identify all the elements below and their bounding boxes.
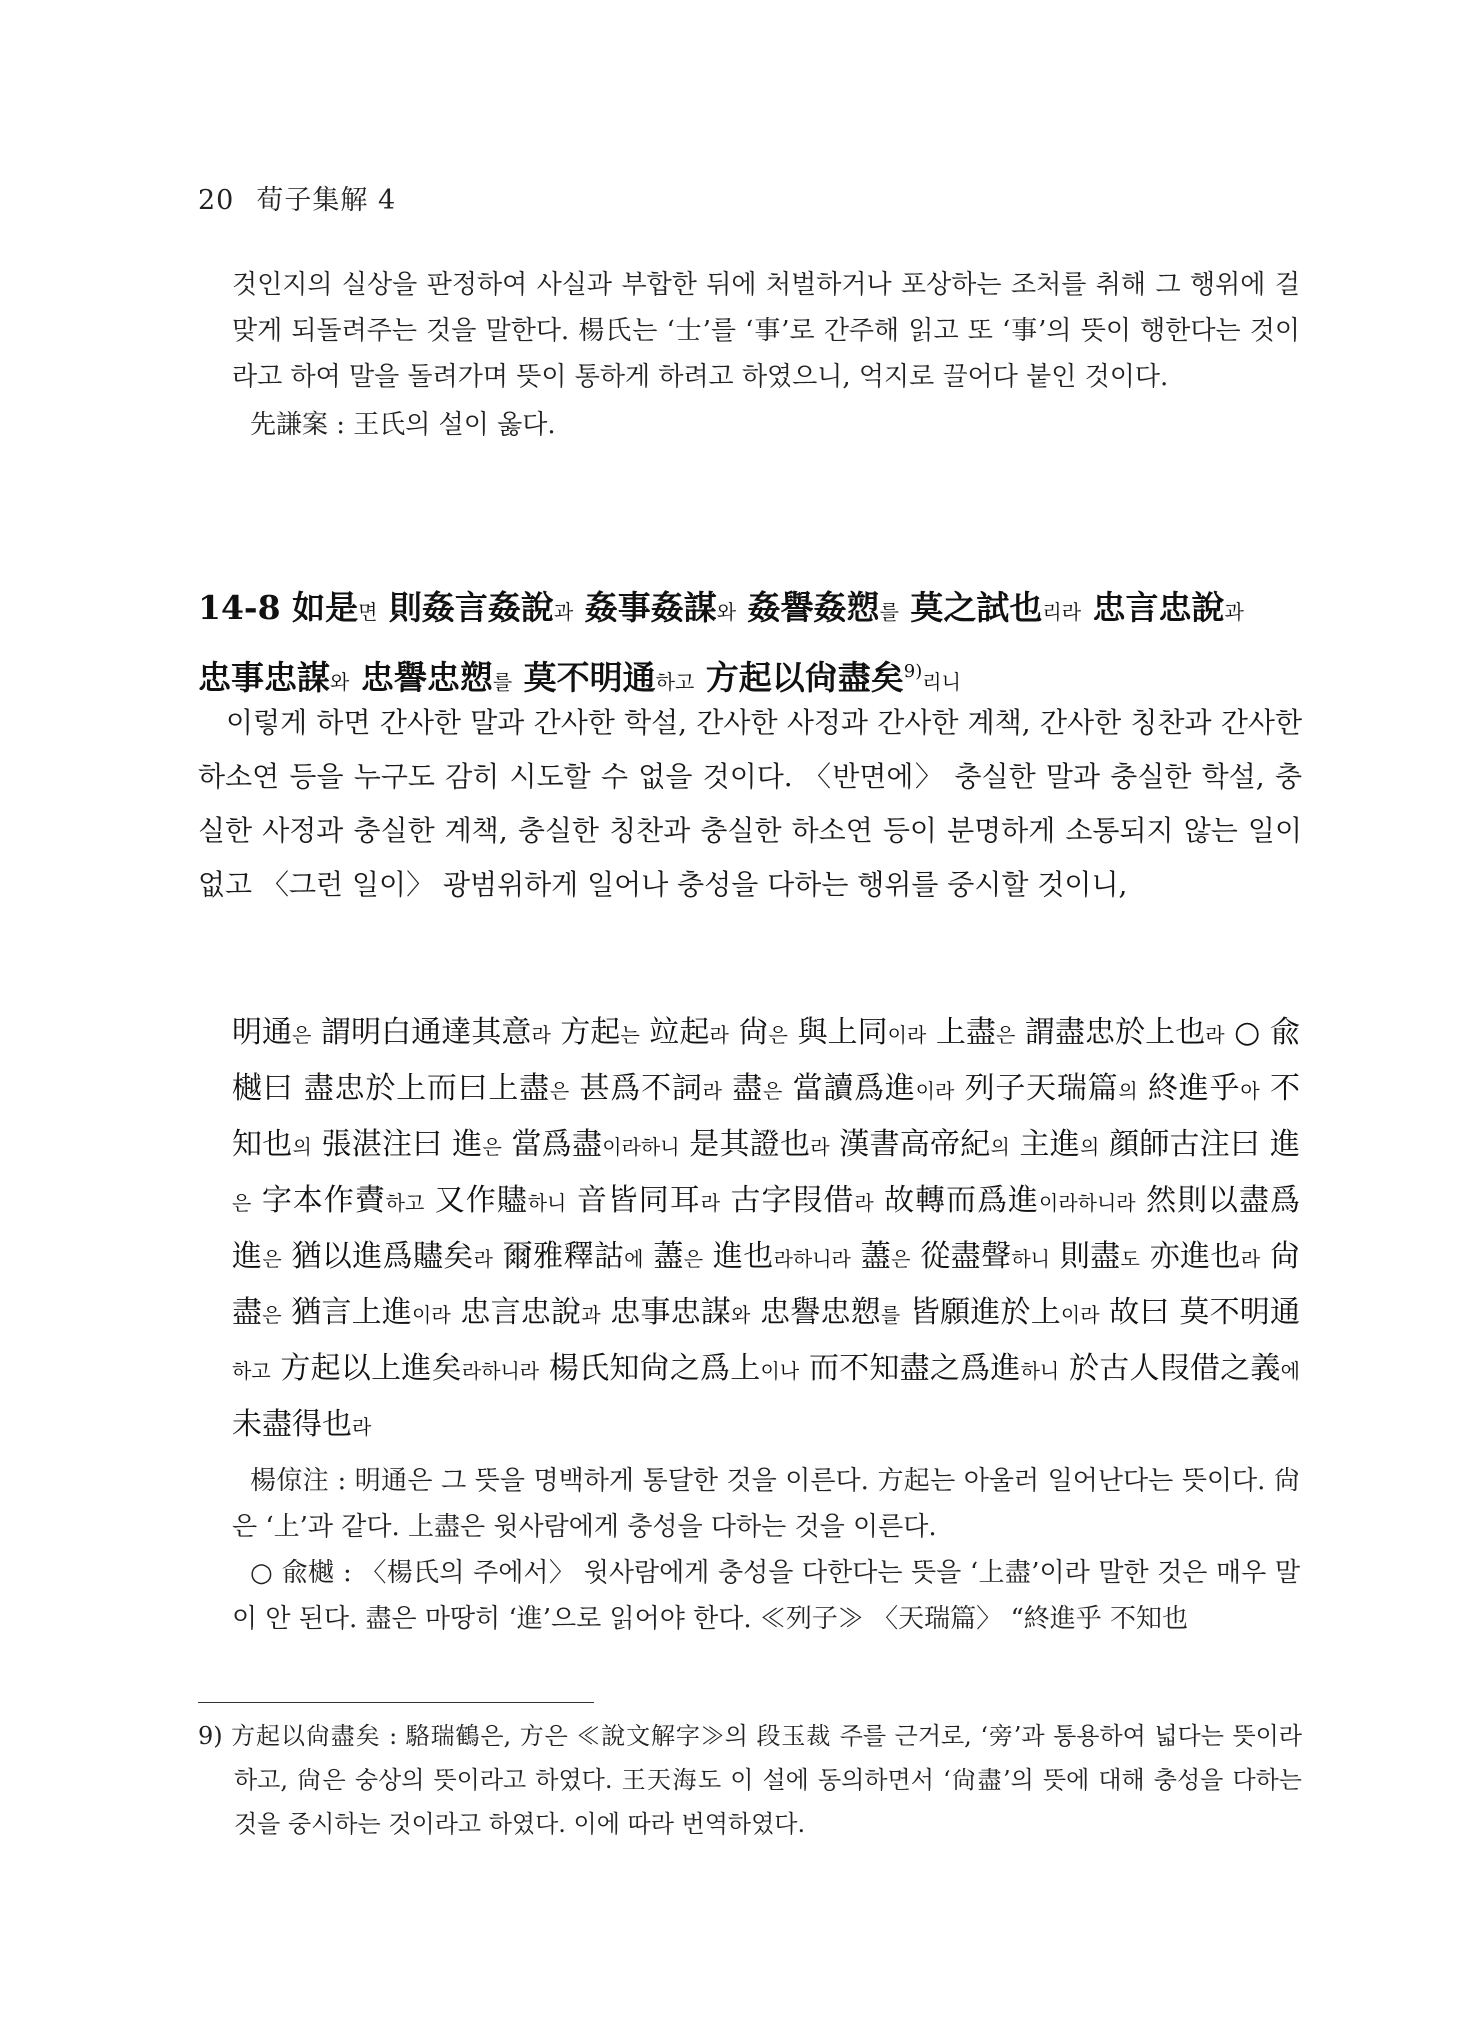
korean-particle: 는 — [620, 1023, 640, 1047]
hanja-phrase: 藎 — [643, 1239, 684, 1274]
hanja-phrase: 音皆同耳 — [566, 1183, 701, 1218]
korean-particle: 와 — [716, 600, 737, 624]
hanja-phrase: 與上同 — [787, 1015, 888, 1050]
hanja-phrase: 不知也 — [232, 1071, 1300, 1162]
korean-particle: 은 — [995, 1023, 1016, 1047]
korean-particle: 와 — [330, 670, 350, 694]
hanja-phrase: 忠譽忠愬 — [750, 1295, 881, 1330]
hanja-phrase: 漢書高帝紀 — [829, 1127, 991, 1162]
hanja-phrase: 是其證也 — [679, 1127, 811, 1162]
korean-particle: 이라 — [412, 1303, 451, 1327]
korean-particle: 은 — [482, 1135, 502, 1159]
korean-particle: 하고 — [655, 670, 695, 694]
hanja-phrase: 忠言忠說 — [1081, 588, 1225, 627]
korean-particle: 라 — [1205, 1023, 1225, 1047]
korean-particle: 하니 — [527, 1191, 567, 1215]
hanja-phrase: 字本作賮 — [251, 1183, 386, 1218]
hanja-phrase: 忠事忠謀 — [198, 658, 330, 697]
hanja-phrase: 終進乎 — [1137, 1071, 1241, 1106]
hanja-phrase: 忠言忠說 — [450, 1295, 582, 1330]
korean-particle: 이라 — [887, 1023, 927, 1047]
hanja-phrase: ○ 兪樾曰 盡忠於上而曰上盡 — [232, 1015, 1300, 1106]
korean-particle: 라 — [700, 1191, 721, 1215]
korean-particle: 라 — [531, 1023, 551, 1047]
korean-particle: 를 — [880, 1303, 901, 1327]
korean-particle: 의 — [990, 1135, 1010, 1159]
footnote-rule — [198, 1702, 594, 1703]
hanja-phrase: 列子天瑞篇 — [954, 1071, 1119, 1106]
korean-particle: 아 — [1240, 1079, 1260, 1103]
hanja-phrase: 謂明白通達其意 — [311, 1015, 532, 1050]
korean-particle: 은 — [262, 1247, 282, 1271]
gloss-paragraph: 것인지의 실상을 판정하여 사실과 부합한 뒤에 처벌하거나 포상하는 조처를 취해 그 행위에 걸맞게 되돌려주는 것을 말한다. 楊氏는 ‘士’를 ‘事’로 간주해 읽고 또 ‘事’의 뜻이 행한다는 것이라고 하여 말을 돌려가며 뜻이 통하게 하려고 하였으니, 억지로 끌어다 붙인 것이다. — [232, 270, 1300, 392]
hanja-phrase: 當爲盡 — [501, 1127, 603, 1162]
korean-particle: 라 — [473, 1247, 493, 1271]
hanja-phrase: 莫之試也 — [898, 588, 1043, 627]
korean-particle: 은 — [232, 1191, 252, 1215]
page-number: 20 — [198, 185, 235, 216]
hanja-phrase: 藎 — [850, 1239, 892, 1274]
korean-particle: 에 — [624, 1247, 644, 1271]
hanja-phrase: 姦事姦謀 — [573, 588, 717, 627]
korean-particle: 은 — [891, 1247, 911, 1271]
hanja-phrase: 尙盡 — [232, 1239, 1300, 1330]
hanja-phrase: 而不知盡之爲進 — [799, 1351, 1021, 1386]
footnote-ref: 9) — [903, 661, 923, 682]
korean-particle: 과 — [1224, 600, 1244, 624]
korean-particle: 하니 — [1020, 1359, 1060, 1383]
korean-particle: 라 — [709, 1023, 729, 1047]
notes-block — [232, 1458, 1300, 1642]
hanja-phrase: 忠事忠謀 — [600, 1295, 732, 1330]
hanja-phrase: 故曰 莫不明通 — [1099, 1295, 1300, 1330]
korean-particle: 에 — [1280, 1359, 1300, 1383]
korean-particle: 이나 — [760, 1359, 800, 1383]
korean-particle: 라하니라 — [461, 1359, 540, 1383]
hanja-phrase: 姦譽姦愬 — [736, 588, 880, 627]
korean-particle: 은 — [762, 1079, 783, 1103]
hanja-phrase: 14-8 如是 — [198, 588, 359, 627]
hanja-phrase: 上盡 — [926, 1015, 996, 1050]
hanja-phrase: 明通 — [232, 1015, 293, 1050]
korean-particle: 의 — [292, 1135, 312, 1159]
hanja-phrase: 莫不明通 — [512, 658, 656, 697]
hanja-phrase: 然則以盡爲進 — [232, 1183, 1300, 1274]
korean-particle: 은 — [683, 1247, 704, 1271]
korean-particle: 라하니라 — [773, 1247, 851, 1271]
hanja-phrase: 忠譽忠愬 — [349, 658, 493, 697]
hanja-phrase: 方起以上進矣 — [270, 1351, 462, 1386]
korean-particle: 이라하니 — [602, 1135, 680, 1159]
hanja-phrase: 爾雅釋詁 — [492, 1239, 625, 1274]
hanja-phrase: 方起以尙盡矣 — [694, 658, 904, 697]
hanja-phrase: 又作贐 — [424, 1183, 528, 1218]
hanja-phrase: 盡 — [721, 1071, 763, 1106]
hanja-phrase: 張湛注曰 進 — [311, 1127, 483, 1162]
korean-particle: 과 — [553, 600, 574, 624]
book-title: 荀子集解 4 — [256, 185, 397, 216]
yang-note: 楊倞注 : 明通은 그 뜻을 명백하게 통달한 것을 이른다. 方起는 아울러 일어난다는 뜻이다. 尙은 ‘上’과 같다. 上盡은 윗사람에게 충성을 다하는 것을 이른다. — [232, 1466, 1300, 1542]
footnote-9: 9) 方起以尙盡矣 : 駱瑞鶴은, 方은 ≪說文解字≫의 段玉裁 주를 근거로, ‘旁’과 통용하여 넓다는 뜻이라 하고, 尙은 숭상의 뜻이라고 하였다. 王天海도 이 설에 동의하면서 ‘尙盡’의 뜻에 대해 충성을 다하는 것을 중시하는 것이라고 하였다. 이에 따라 번역하였다. — [198, 1722, 1302, 1838]
hanja-phrase: 未盡得也 — [232, 1407, 352, 1442]
section-heading-line-1 — [198, 578, 1302, 642]
korean-particle: 하고 — [232, 1359, 271, 1383]
hanja-phrase: 方起 — [550, 1015, 621, 1050]
hanja-phrase: 顔師古注曰 進 — [1099, 1127, 1300, 1162]
hanja-phrase: 故轉而爲進 — [873, 1183, 1039, 1218]
running-header — [198, 178, 396, 217]
korean-particle: 리라 — [1042, 600, 1082, 624]
korean-particle: 은 — [768, 1023, 788, 1047]
hanja-phrase: 謂盡忠於上也 — [1015, 1015, 1206, 1050]
hanja-phrase: 則盡 — [1049, 1239, 1121, 1274]
korean-particle: 과 — [581, 1303, 601, 1327]
korean-particle: 이라 — [1060, 1303, 1100, 1327]
korean-particle: 의 — [1080, 1135, 1100, 1159]
korean-particle: 를 — [879, 600, 899, 624]
korean-particle: 라 — [352, 1415, 372, 1439]
korean-particle: 하니 — [1011, 1247, 1050, 1271]
korean-particle: 이라 — [915, 1079, 955, 1103]
korean-particle: 라 — [702, 1079, 722, 1103]
hanja-phrase: 皆願進於上 — [900, 1295, 1061, 1330]
korean-particle: 라 — [1240, 1247, 1261, 1271]
korean-particle: 의 — [1118, 1079, 1138, 1103]
yu-note: ○ 兪樾 : 〈楊氏의 주에서〉 윗사람에게 충성을 다한다는 뜻을 ‘上盡’이라 말한 것은 매우 말이 안 된다. 盡은 마땅히 ‘進’으로 읽어야 한다. ≪列子≫ 〈天瑞篇〉 “終進乎 不知也 — [232, 1558, 1300, 1634]
hanja-phrase: 當讀爲進 — [782, 1071, 916, 1106]
korean-particle: 은 — [292, 1023, 312, 1047]
gloss-block — [232, 262, 1300, 448]
hanja-phrase: 於古人叚借之義 — [1059, 1351, 1281, 1386]
korean-particle: 리니 — [922, 670, 961, 694]
hanja-phrase: 進也 — [703, 1239, 774, 1274]
hanja-phrase: 亦進也 — [1139, 1239, 1241, 1274]
hanja-phrase: 從盡聲 — [910, 1239, 1012, 1274]
section-translation: 이렇게 하면 간사한 말과 간사한 학설, 간사한 사정과 간사한 계책, 간사한 칭찬과 간사한 하소연 등을 누구도 감히 시도할 수 없을 것이다. 〈반면에〉 충실한 말과 충실한 학설, 충실한 사정과 충실한 계책, 충실한 칭찬과 충실한 하소연 등이 분명하게 소통되지 않는 일이 없고 〈그런 일이〉 광범위하게 일어나 충성을 다하는 행위를 중시할 것이니, — [198, 706, 1302, 901]
hanja-phrase: 猶言上進 — [281, 1295, 413, 1330]
xianqian-note: 先謙案 : 王氏의 설이 옳다. — [250, 410, 556, 440]
hanja-phrase: 尙 — [728, 1015, 769, 1050]
korean-particle: 라 — [810, 1135, 830, 1159]
commentary-block — [232, 1006, 1300, 1454]
korean-particle: 와 — [731, 1303, 751, 1327]
korean-particle: 하고 — [385, 1191, 425, 1215]
section-heading — [198, 578, 1302, 712]
korean-particle: 를 — [492, 670, 513, 694]
hanja-phrase: 楊氏知尙之爲上 — [539, 1351, 761, 1386]
hanja-phrase: 主進 — [1009, 1127, 1080, 1162]
hanja-phrase: 則姦言姦說 — [377, 588, 554, 627]
korean-particle: 면 — [358, 600, 378, 624]
hanja-phrase: 甚爲不詞 — [569, 1071, 703, 1106]
korean-particle: 은 — [262, 1303, 282, 1327]
korean-particle: 라 — [854, 1191, 874, 1215]
hanja-phrase: 猶以進爲贐矣 — [281, 1239, 474, 1274]
korean-particle: 이라하니라 — [1039, 1191, 1136, 1215]
korean-particle: 은 — [549, 1079, 570, 1103]
hanja-phrase: 竝起 — [639, 1015, 710, 1050]
hanja-phrase: 古字叚借 — [720, 1183, 855, 1218]
korean-particle: 도 — [1120, 1247, 1140, 1271]
